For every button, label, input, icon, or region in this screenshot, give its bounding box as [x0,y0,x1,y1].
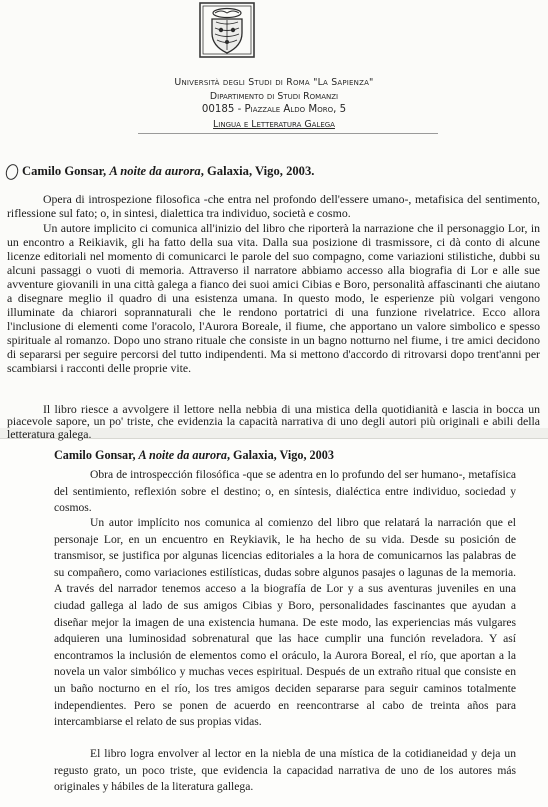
title-work: A noite da aurora [109,164,201,178]
spanish-paragraph: Un autor implícito nos comunica al comienzo del libro que relatará la narración que el personaje Lor, en un encuentro en Reykiavik, le ha hecho de su vida. Desde su posición de transmisor, se justifica por algunas licencias editoriales a la hora de comunicarnos las palabras de su compañero, como variaciones estilísticas, dudas sobre algunos pasajes o lagunas de la memoria. A través del narrador tenemos acceso a la biografía de Lor y a sus aventuras juveniles en una ciudad gallega al lado de sus amigos Cibias y Boro, personalidades fascinantes que ayudan a diseñar mejor la imagen de una existencia humana. De este modo, las experiencias más vulgares adquieren una luminosidad sobrenatural que las hace cumplir una función reveladora. Y así encontramos la inclusión de elementos como el oráculo, la Aurora Boreal, el río, que aportan a la novela un valor simbólico y muchas veces espiritual. Después de un extraño ritual que consiste en un baño nocturno en el río, los tres amigos deciden separarse para seguir caminos totalmente independientes. Pero se ponen de acuerdo en reencontrarse al cabo de treinta años para intercambiarse el relato de sus propias vidas. [54,516,516,729]
department-name: Dipartimento di Studi Romanzi [209,91,339,102]
italian-review-title [22,164,314,179]
italian-paragraph: Opera di introspezione filosofica -che entra nel profondo dell'essere umano-, metafisica del sentimento, riflessione sul fato; o, in sintesi, dialettica tra individuo, società e cosmo. [7,192,540,220]
italian-paragraph: Un autore implicito ci comunica all'inizio del libro che riporterà la narrazione che il personaggio Lor, in un encontro a Reikiavik, gli ha fatto della sua vita. Dalla sua posizione di trasmissore, ci dà conto di alcune licenze editoriali nel momento di comunicarci le parole del suo compagno, come variazioni stilistiche, dubbi su alcuni passaggi o vuoti di memoria. Attraverso il narratore abbiamo accesso alla biografia di Lor e alle sue avventure giovanili in una città galega a fianco dei suoi amici Cibias e Boro, personalità affascinanti che aiutano a disegnare meglio il quadro di una esistenza umana. In questo modo, le esperienze più volgari vengono illuminate da chiarori soprannaturali che le rendono portatrici di una funzione rivelatrice. Ecco allora l'inclusione di elementi come l'oracolo, l'Aurora Boreale, il fiume, che apportano un valore simbolico e spesso spirituale al romanzo. Dopo uno strano rituale che consiste in un bagno notturno nel fiume, i tre amici decidono di separarsi per seguire percorsi del tutto indipendenti. Ma si mettono d'accordo di ritrovarsi dopo trent'anni per scambiarsi i racconti delle proprie vite. [7,221,540,375]
title-publication: , Galaxia, Vigo, 2003. [200,164,315,178]
university-name: Università degli Studi di Roma "La Sapienza" [174,77,374,88]
course-name: Lingua e Letteratura Galega [213,119,335,130]
university-seal-icon [199,2,255,58]
title-author: Camilo Gonsar, [54,448,139,462]
title-publication: , Galaxia, Vigo, 2003 [226,448,334,462]
title-work: A noite da aurora [138,448,227,462]
address-line: 00185 - Piazzale Aldo Moro, 5 [201,104,347,115]
italian-paragraph: Il libro riesce a avvolgere il lettore nella nebbia di una mistica della quotidianità e lascia in bocca un piacevole sapore, un po' triste, che evidenzia la capacità narrativa di uno degli autori più originali e abili della letteratura galega. [7,402,540,441]
header-rule [138,133,438,134]
spanish-paragraph: El libro logra envolver al lector en la niebla de una mística de la cotidianeidad y deja un regusto grato, un poco triste, que evidencia la capacidad narrativa de uno de los autores más originales y hábiles de la literatura gallega. [54,747,516,794]
spanish-paragraph: Obra de introspección filosófica -que se adentra en lo profundo del ser humano-, metafísica del sentimiento, reflexión sobre el destino; o, en síntesis, dialéctica entre individuo, sociedad y cosmos. [54,468,516,515]
title-author: Camilo Gonsar, [22,164,110,178]
spanish-review-title [54,448,334,463]
